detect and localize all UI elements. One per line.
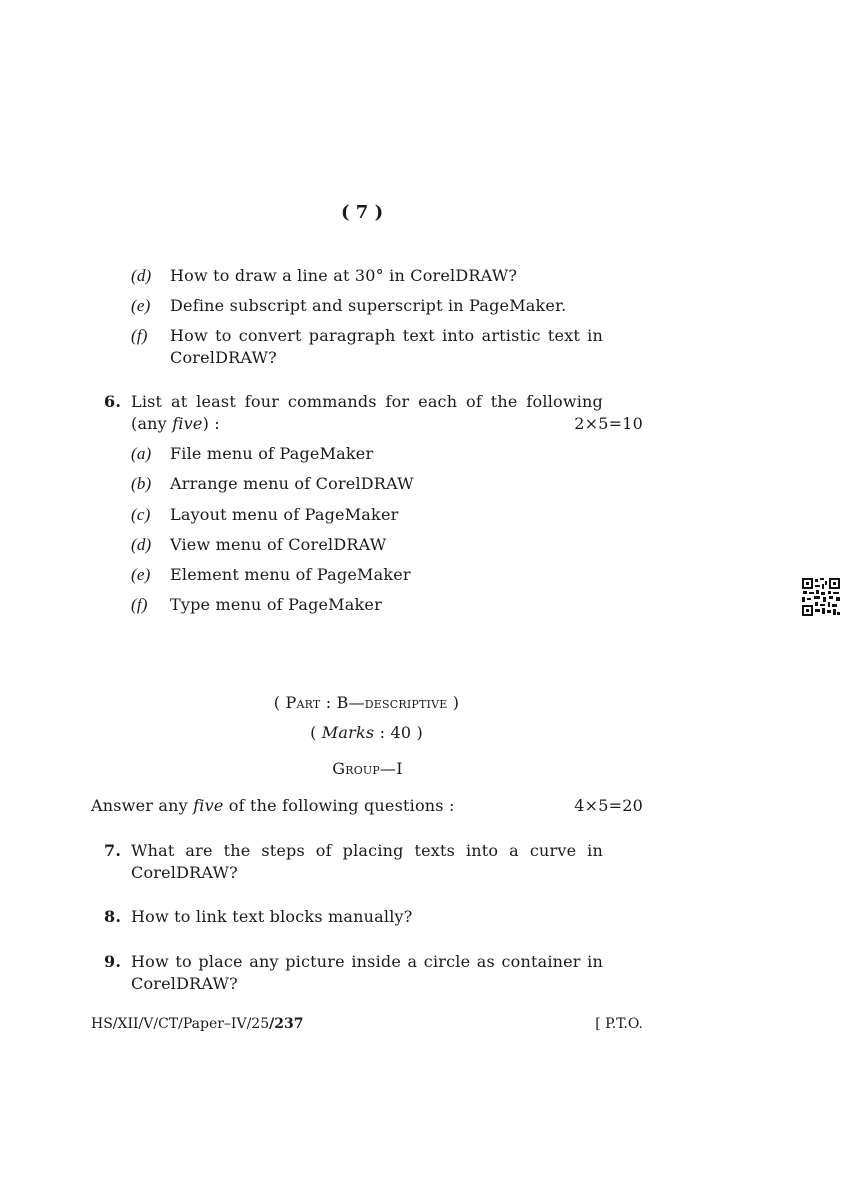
part-b-marks-post: : 40 ) xyxy=(374,723,423,742)
part-b-marks xyxy=(0,722,733,744)
item-text-f-line2: CorelDRAW? xyxy=(170,348,277,367)
qr-code-icon xyxy=(801,577,841,617)
question-6-line2-post: ) : xyxy=(202,414,220,433)
part-b-marks-em: Marks xyxy=(321,723,375,742)
item-label-d: (d) xyxy=(131,266,152,285)
q6-label-e: (e) xyxy=(131,565,151,584)
question-6-line2-pre: (any xyxy=(131,414,173,433)
footer-pto: [ P.T.O. xyxy=(595,1016,643,1032)
footer-code-bold: /237 xyxy=(269,1016,304,1032)
item-text-d: How to draw a line at 30° in CorelDRAW? xyxy=(170,266,518,285)
q6-text-e: Element menu of PageMaker xyxy=(170,565,411,584)
question-6-line2-em: five xyxy=(172,414,203,433)
instruction-pre: Answer any xyxy=(91,796,194,815)
q6-text-c: Layout menu of PageMaker xyxy=(170,505,399,524)
part-b-marks-pre: ( xyxy=(310,723,322,742)
item-label-f: (f) xyxy=(131,326,148,345)
item-text-f-line1: How to convert paragraph text into artistic text in xyxy=(170,326,603,345)
question-7-line2: CorelDRAW? xyxy=(131,863,238,882)
instruction-marks: 4×5=20 xyxy=(574,796,643,815)
page-number: ( 7 ) xyxy=(341,202,384,223)
item-label-e: (e) xyxy=(131,296,151,315)
q6-label-f: (f) xyxy=(131,595,148,614)
instruction-em: five xyxy=(193,796,224,815)
question-6-line2 xyxy=(131,413,220,435)
question-8-number: 8. xyxy=(104,907,122,926)
q6-label-d: (d) xyxy=(131,535,152,554)
question-7-number: 7. xyxy=(104,841,122,860)
q6-text-a: File menu of PageMaker xyxy=(170,444,374,463)
q6-label-b: (b) xyxy=(131,474,152,493)
question-6-line1: List at least four commands for each of the following xyxy=(131,392,603,411)
item-text-e: Define subscript and superscript in PageMaker. xyxy=(170,296,567,315)
q6-label-c: (c) xyxy=(131,505,151,524)
q6-label-a: (a) xyxy=(131,444,152,463)
part-b-heading-text: ( Part : B—descriptive ) xyxy=(273,693,460,712)
instruction-post: of the following questions : xyxy=(223,796,455,815)
footer-code-pre: HS/XII/V/CT/Paper–IV/25 xyxy=(91,1016,270,1032)
q6-text-b: Arrange menu of CorelDRAW xyxy=(170,474,414,493)
part-b-heading xyxy=(0,692,733,714)
q6-text-f: Type menu of PageMaker xyxy=(170,595,382,614)
q6-text-d: View menu of CorelDRAW xyxy=(170,535,387,554)
question-6-marks: 2×5=10 xyxy=(574,414,643,433)
question-9-number: 9. xyxy=(104,952,122,971)
question-7-line1: What are the steps of placing texts into a curve in xyxy=(131,841,603,860)
question-9-line1: How to place any picture inside a circle as container in xyxy=(131,952,603,971)
question-9-line2: CorelDRAW? xyxy=(131,974,238,993)
footer-code xyxy=(91,1014,303,1034)
question-6-number: 6. xyxy=(104,392,122,411)
instruction-text xyxy=(91,795,455,817)
group-heading: Group—I xyxy=(332,759,403,778)
question-8-line1: How to link text blocks manually? xyxy=(131,907,413,926)
